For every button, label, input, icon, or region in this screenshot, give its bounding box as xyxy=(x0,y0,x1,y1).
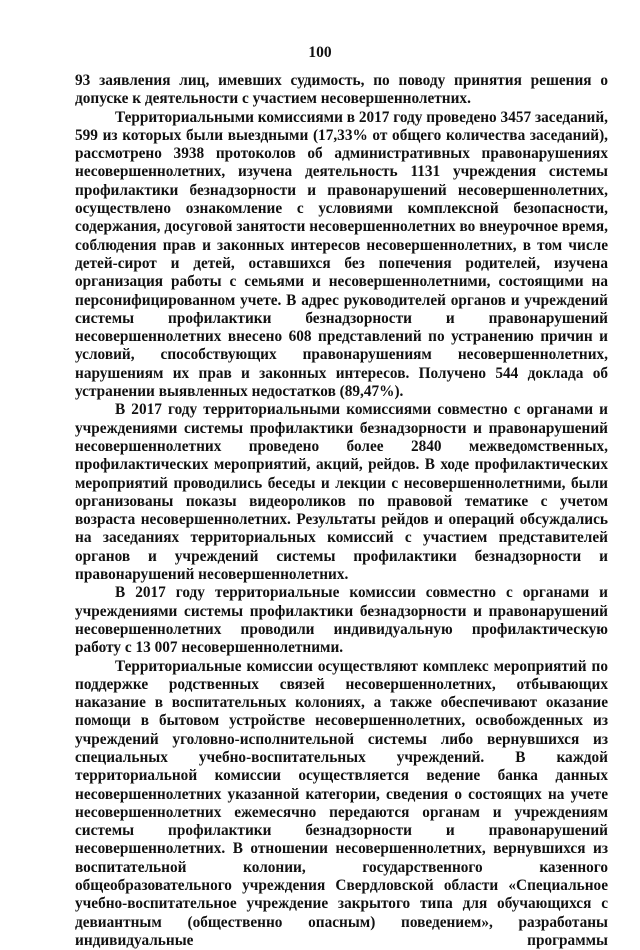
paragraph-5: Территориальные комиссии осуществляют комплекс мероприятий по поддержке родственных связей несовершеннолетних, отбывающих наказание в воспитательных колониях, а также обеспечивают оказание помощи в бытовом устройстве несовершеннолетних, освобожденных из учреждений уголовно-исполнительной системы либо вернувшихся из специальных учебно-воспитательных учреждений. В каждой территориальной комиссии осуществляется ведение банка данных несовершеннолетних указанной категории, сведения о состоящих на учете несовершеннолетних ежемесячно передаются органам и учреждениям системы профилактики безнадзорности и правонарушений несовершеннолетних. В отношении несовершеннолетних, вернувшихся из воспитательной колонии, государственного казенного общеобразовательного учреждения Свердловской области «Специальное учебно-воспитательное учреждение закрытого типа для обучающихся с девиантным (общественно опасным) поведением», разработаны индивидуальные программы xyxy=(75,658,608,950)
document-body xyxy=(75,72,608,950)
page-number: 100 xyxy=(0,44,640,62)
paragraph-2: Территориальными комиссиями в 2017 году проведено 3457 заседаний, 599 из которых были выездными (17,33% от общего количества заседаний), рассмотрено 3938 протоколов об административных правонарушениях несовершеннолетних, изучена деятельность 1131 учреждения системы профилактики безнадзорности и правонарушений несовершеннолетних, осуществлено ознакомление с условиями комплексной безопасности, содержания, досуговой занятости несовершеннолетних во внеурочное время, соблюдения прав и законных интересов несовершеннолетних, в том числе детей-сирот и детей, оставшихся без попечения родителей, изучена организация работы с семьями и несовершеннолетними, состоящими на персонифицированном учете. В адрес руководителей органов и учреждений системы профилактики безнадзорности и правонарушений несовершеннолетних внесено 608 представлений по устранению причин и условий, способствующих правонарушениям несовершеннолетних, нарушениям их прав и законных интересов. Получено 544 доклада об устранении выявленных недостатков (89,47%). xyxy=(75,109,608,402)
paragraph-1: 93 заявления лиц, имевших судимость, по поводу принятия решения о допуске к деятельности с участием несовершеннолетних. xyxy=(75,72,608,109)
paragraph-4: В 2017 году территориальные комиссии совместно с органами и учреждениями системы профилактики безнадзорности и правонарушений несовершеннолетних проводили индивидуальную профилактическую работу с 13 007 несовершеннолетними. xyxy=(75,584,608,657)
paragraph-3: В 2017 году территориальными комиссиями совместно с органами и учреждениями системы профилактики безнадзорности и правонарушений несовершеннолетних проведено более 2840 межведомственных, профилактических мероприятий, акций, рейдов. В ходе профилактических мероприятий проводились беседы и лекции с несовершеннолетними, были организованы показы видеороликов по правовой тематике с учетом возраста несовершеннолетних. Результаты рейдов и операций обсуждались на заседаниях территориальных комиссий с участием представителей органов и учреждений системы профилактики безнадзорности и правонарушений несовершеннолетних. xyxy=(75,401,608,584)
